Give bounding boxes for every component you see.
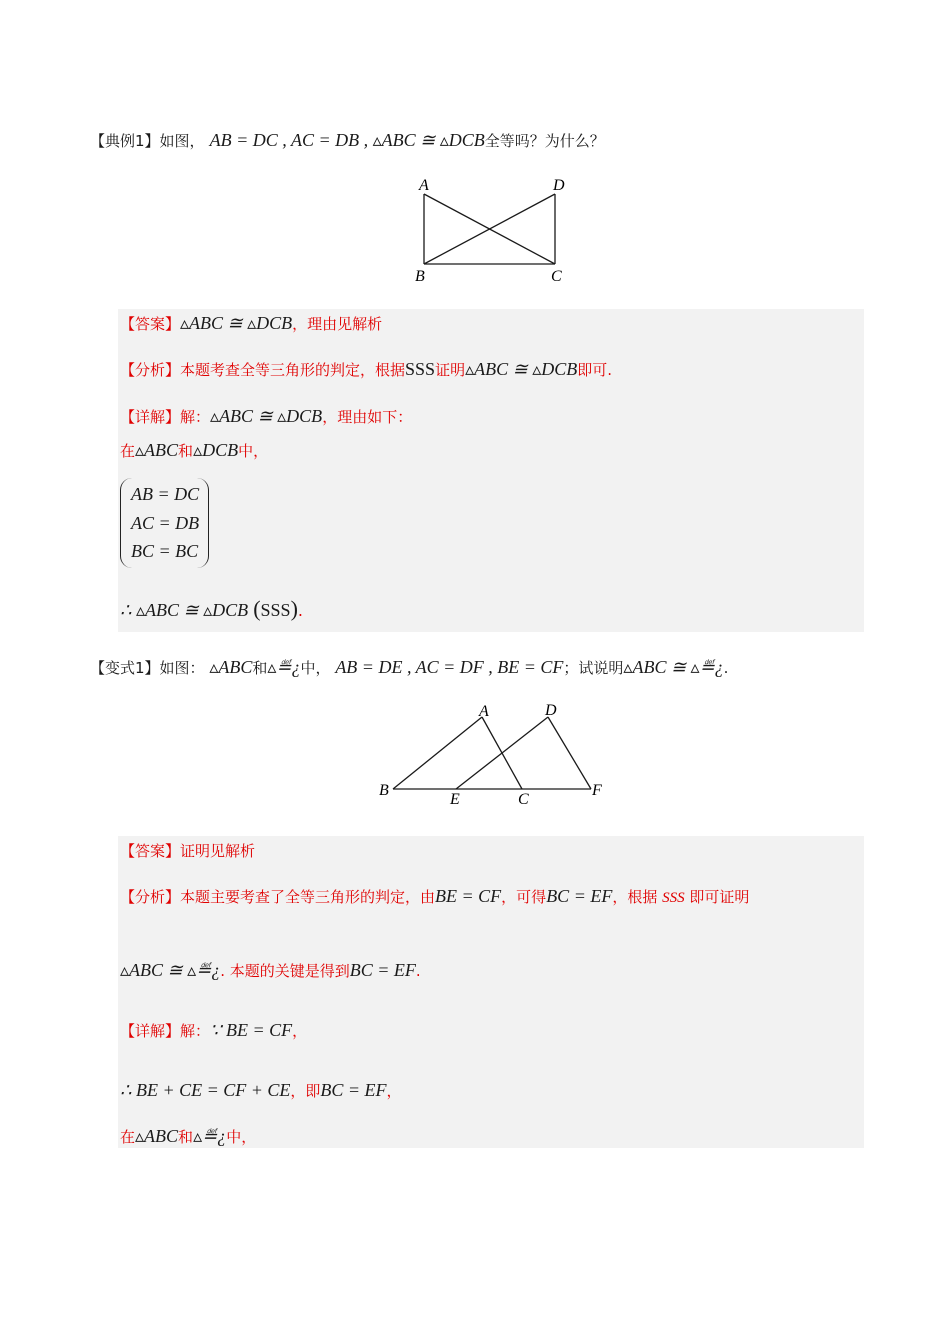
detail2-tag: 【详解】 (120, 1022, 181, 1040)
because-end: ， (292, 1022, 308, 1040)
example-question: 全等吗？为什么？ (484, 132, 605, 150)
label-c: C (518, 791, 529, 808)
variant-mid: 中， (300, 659, 331, 677)
answer-math: ▵ABC ≅ ▵DCB (180, 313, 293, 333)
in-and: 和 (178, 442, 194, 460)
figure-rectangle-diagonals (405, 172, 585, 287)
figure-two-triangles (370, 700, 620, 812)
analysis-text: 本题考查全等三角形的判定，根据 (180, 361, 406, 379)
variant-prompt: 如图： (159, 659, 205, 677)
solution2-therefore (120, 1080, 402, 1101)
line2-m: BC = EF (349, 960, 416, 980)
label-b: B (415, 268, 425, 285)
solution2-analysis (120, 886, 749, 907)
solution1-answer (120, 313, 382, 334)
ie-math: BC = EF (320, 1080, 387, 1100)
answer-text: ，理由见解析 (292, 315, 383, 333)
variant-end: . (723, 659, 729, 677)
label-b: B (379, 782, 389, 799)
system-eq-2: AC = DB (131, 513, 200, 533)
solution2-box (118, 836, 864, 1148)
label-c: C (551, 268, 562, 285)
conclusion-math: ∴ ▵ABC ≅ ▵DCB (120, 600, 249, 620)
detail-text: 解： (180, 408, 211, 426)
detail-tag: 【详解】 (120, 408, 181, 426)
analysis-end: 即可. (577, 361, 613, 379)
edge-df (548, 717, 591, 789)
edge-ba (393, 717, 482, 789)
edge-ed (456, 717, 548, 789)
label-a: A (419, 177, 429, 194)
in2-m1: ▵ABC (135, 1126, 179, 1146)
example-math: AB = DC , AC = DB , ▵ABC ≅ ▵DCB (209, 130, 485, 150)
label-a: A (479, 703, 489, 720)
solution1-conclusion (120, 596, 303, 622)
in2-m2: ▵≝¿ (193, 1126, 227, 1146)
label-d: D (545, 702, 557, 719)
variant-ask: ；试说明 (563, 659, 624, 677)
paren-open-icon: ( (253, 596, 261, 621)
analysis2-m1: BE = CF (435, 886, 502, 906)
variant-tag: 【变式1】 (90, 659, 160, 677)
conclusion-end: . (297, 601, 303, 620)
variant-math: AB = DE , AC = DF , BE = CF (335, 657, 564, 677)
variant1-line (90, 657, 728, 678)
solution1-analysis (120, 359, 612, 380)
solution2-detail (120, 1020, 307, 1041)
analysis2-m2: BC = EF (546, 886, 613, 906)
example-prompt: 如图， (159, 132, 205, 150)
in-math1: ▵ABC (135, 440, 179, 460)
line2-math: ▵ABC ≅ ▵≝¿ (120, 960, 221, 980)
variant-and: 和 (252, 659, 268, 677)
analysis2-t3: ，根据 (612, 888, 658, 906)
solution2-in-line (120, 1126, 256, 1147)
in-text: 在 (120, 442, 136, 460)
therefore-math: ∴ BE + CE = CF + CE (120, 1080, 291, 1100)
system-eq-3: BC = BC (131, 541, 199, 561)
solution2-answer (120, 840, 255, 861)
variant-m1: ▵ABC (209, 657, 253, 677)
system-eq-1: AB = DC (131, 484, 200, 504)
variant-m3: ▵ABC ≅ ▵≝¿ (623, 657, 724, 677)
in-math2: ▵DCB (193, 440, 239, 460)
line2-end: . (415, 962, 421, 980)
conclusion-sss: SSS (260, 600, 291, 620)
paren-close-icon: ) (290, 596, 298, 621)
example1-line (90, 130, 605, 151)
variant-m2: ▵≝¿ (267, 657, 301, 677)
label-d: D (553, 177, 565, 194)
in2-end: 中， (226, 1128, 257, 1146)
ie-text: ，即 (290, 1082, 321, 1100)
analysis-sss: SSS (405, 359, 436, 379)
analysis-math: ▵ABC ≅ ▵DCB (465, 359, 578, 379)
detail2-text: 解： (180, 1022, 211, 1040)
answer2-text: 证明见解析 (180, 842, 256, 860)
solution1-in-line (120, 440, 268, 461)
solution1-box (118, 309, 864, 632)
detail-end: ，理由如下： (322, 408, 413, 426)
analysis2-t2: ，可得 (501, 888, 547, 906)
in2-text: 在 (120, 1128, 136, 1146)
label-f: F (592, 782, 602, 799)
in2-and: 和 (178, 1128, 194, 1146)
solution2-analysis-line2 (120, 960, 421, 981)
in-end: 中， (238, 442, 269, 460)
analysis2-t4: 即可证明 (689, 888, 750, 906)
because-math: ∵ BE = CF (210, 1020, 293, 1040)
analysis-text2: 证明 (435, 361, 466, 379)
line2-text: . 本题的关键是得到 (220, 962, 350, 980)
analysis2-text: 本题主要考查了全等三角形的判定，由 (180, 888, 436, 906)
analysis-tag: 【分析】 (120, 361, 181, 379)
solution1-detail (120, 406, 412, 427)
answer2-tag: 【答案】 (120, 842, 181, 860)
analysis2-tag: 【分析】 (120, 888, 181, 906)
answer-tag: 【答案】 (120, 315, 181, 333)
detail-math: ▵ABC ≅ ▵DCB (210, 406, 323, 426)
analysis2-sss: SSS (662, 890, 685, 906)
label-e: E (450, 791, 460, 808)
ie-end: ， (386, 1082, 402, 1100)
example-tag: 【典例1】 (90, 132, 160, 150)
